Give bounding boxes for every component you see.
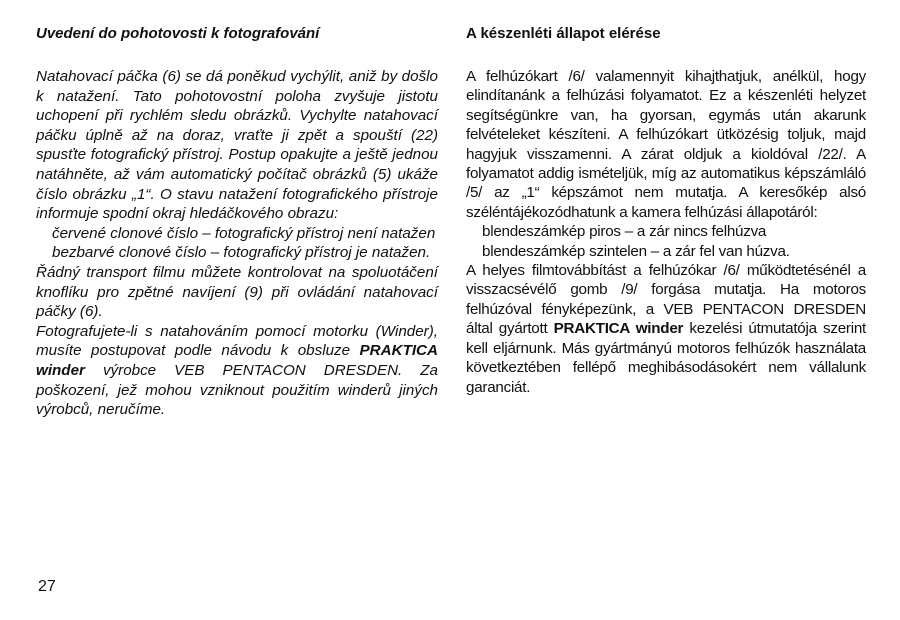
hungarian-body — [466, 67, 866, 397]
czech-list-item-2: bezbarvé clonové číslo – fotografický přístroj je natažen. — [52, 244, 431, 262]
hungarian-paragraph-1: A felhúzókart /6/ valamennyit kihajthatjuk, anélkül, hogy elindítanánk a felhúzási folyamatot. Ez a készenléti helyzet segítségünkre van, ha gyorsan, egymás után akarunk felvételeket készíteni. A felhúzókart ütközésig toljuk, majd hagyjuk visszamenni. A zárat oldjuk a kioldóval /22/. A folyamatot addig ismételjük, míg az automatikus képszámláló /5/ az „1“ képszámot nem mutatja. A keresőkép alsó széléntájékozódhatunk a kamera felhúzási állapotáról: — [466, 68, 866, 221]
hungarian-list-item-1: blendeszámkép piros – a zár nincs felhúzva — [482, 223, 767, 241]
page-number: 27 — [38, 578, 56, 595]
czech-body — [36, 67, 438, 420]
hungarian-paragraph-2 — [466, 261, 866, 397]
hungarian-list-item-2: blendeszámkép szintelen – a zár fel van húzva. — [482, 242, 790, 260]
czech-paragraph-3 — [36, 322, 438, 420]
praktica-winder-brand: PRAKTICA winder — [36, 342, 438, 379]
czech-paragraph-1: Natahovací páčka (6) se dá poněkud vychýlit, aniž by došlo k natažení. Tato pohotovostní poloha zvyšuje jistotu uchopení při rychlém sledu obrázků. Vychylte natahovací páčku úplně až na doraz, vraťte ji zpět a spouští (22) spusťte fotografický přístroj. Postup opakujte a ještě jednou natáhněte, až vám automatický počítač obrázků (5) ukáže číslo obrázku „1“. O stavu natažení fotografického přístroje informuje spodní okraj hledáčkového obrazu: — [36, 68, 438, 223]
czech-paragraph-2: Řádný transport filmu můžete kontrolovat na spoluotáčení knoflíku pro zpětné navíjení (9) při ovládání natahovací páčky (6). — [36, 263, 438, 321]
hungarian-column — [466, 24, 866, 397]
czech-heading: Uvedení do pohotovosti k fotografování — [36, 25, 320, 42]
hungarian-heading: A készenléti állapot elérése — [466, 25, 661, 42]
hungarian-paragraph-2-start: A helyes filmtovábbítást a felhúzókar /6/ működtetésénél a visszacsévélő gomb /9/ forgása mutatja. Ha motoros felhúzóval fényképezünk, a VEB PENTACON DRESDEN által gyártott — [466, 262, 866, 338]
czech-paragraph-3-start: Fotografujete-li s natahováním pomocí motorku (Winder), musíte postupovat podle návodu k obsluze — [36, 322, 438, 360]
czech-list-item-1: červené clonové číslo – fotografický přístroj není natažen — [52, 224, 436, 242]
czech-paragraph-3-end: výrobce VEB PENTACON DRESDEN. Za poškození, jež mohou vzniknout použitím winderů jiných výrobců, neručíme. — [36, 361, 438, 419]
praktica-winder-brand-hu: PRAKTICA winder — [553, 320, 684, 338]
hungarian-paragraph-2-end: kezelési útmutatója szerint kell eljárnunk. Más gyártmányú motoros felhúzók használata következtében fellépő meghibásodásokért nem vállalunk garanciát. — [466, 320, 866, 396]
czech-column — [36, 24, 438, 420]
